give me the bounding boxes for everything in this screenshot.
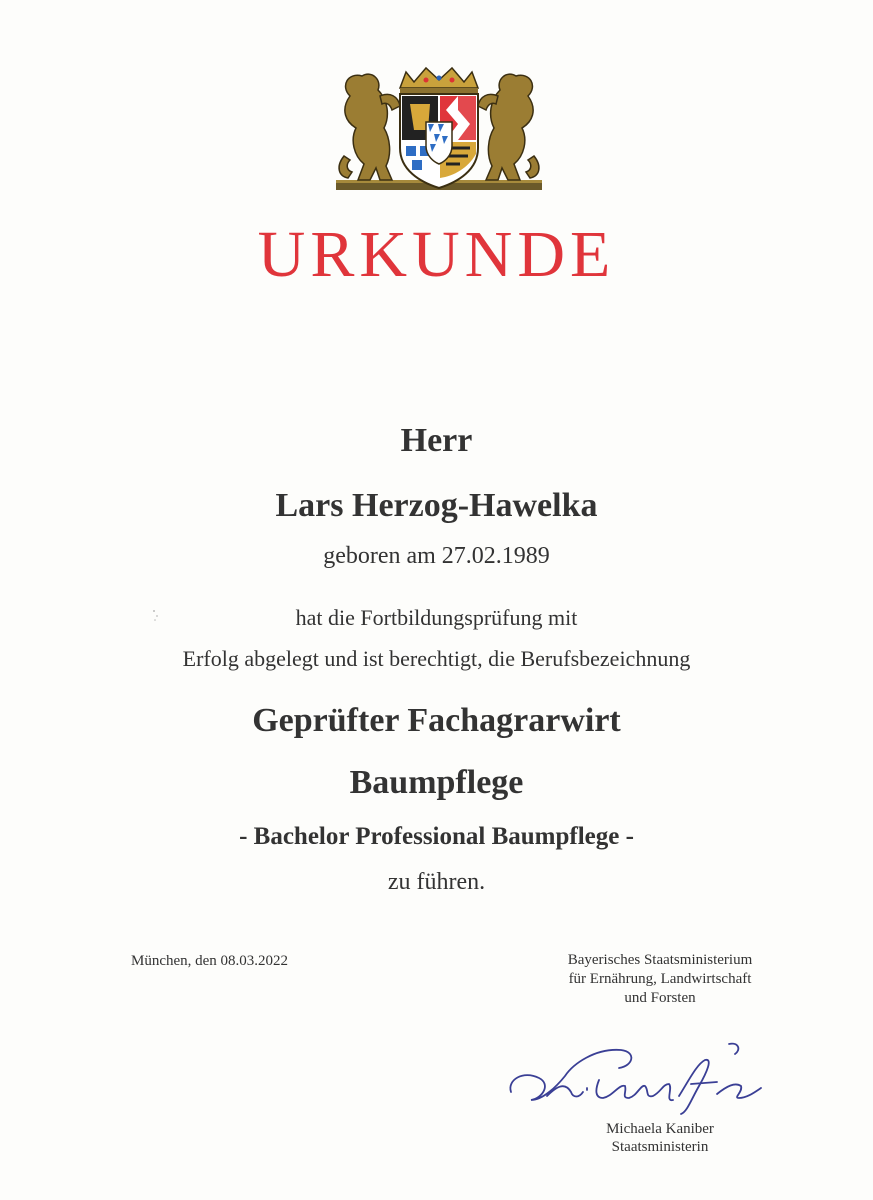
degree-title: Geprüfter Fachagrarwirt (252, 702, 621, 739)
signatory (520, 1120, 800, 1156)
body-line-2: Erfolg abgelegt und ist berechtigt, die Berufsbezeichnung (182, 646, 691, 671)
degree-specialty: Baumpflege (349, 764, 524, 801)
recipient-birth-date: geboren am 27.02.1989 (323, 543, 550, 569)
place-and-date: München, den 08.03.2022 (131, 953, 289, 969)
signer-name: Michaela Kaniber (606, 1121, 714, 1137)
signer-title: Staatsministerin (611, 1139, 709, 1155)
issuing-ministry (520, 951, 800, 1008)
body-line-1: hat die Fortbildungsprüfung mit (295, 605, 578, 630)
bachelor-title: - Bachelor Professional Baumpflege - (239, 823, 634, 850)
ministry-line: und Forsten (624, 990, 696, 1006)
recipient-name: Lars Herzog-Hawelka (275, 487, 598, 524)
recipient-salutation: Herr (400, 422, 473, 459)
body-closing: zu führen. (387, 869, 486, 895)
handwritten-signature (503, 1040, 773, 1120)
ministry-line: Bayerisches Staatsministerium (567, 952, 753, 968)
certificate-title: URKUNDE (257, 218, 616, 291)
bavarian-coat-of-arms-icon (330, 66, 548, 196)
ministry-line: für Ernährung, Landwirtschaft (568, 971, 752, 987)
